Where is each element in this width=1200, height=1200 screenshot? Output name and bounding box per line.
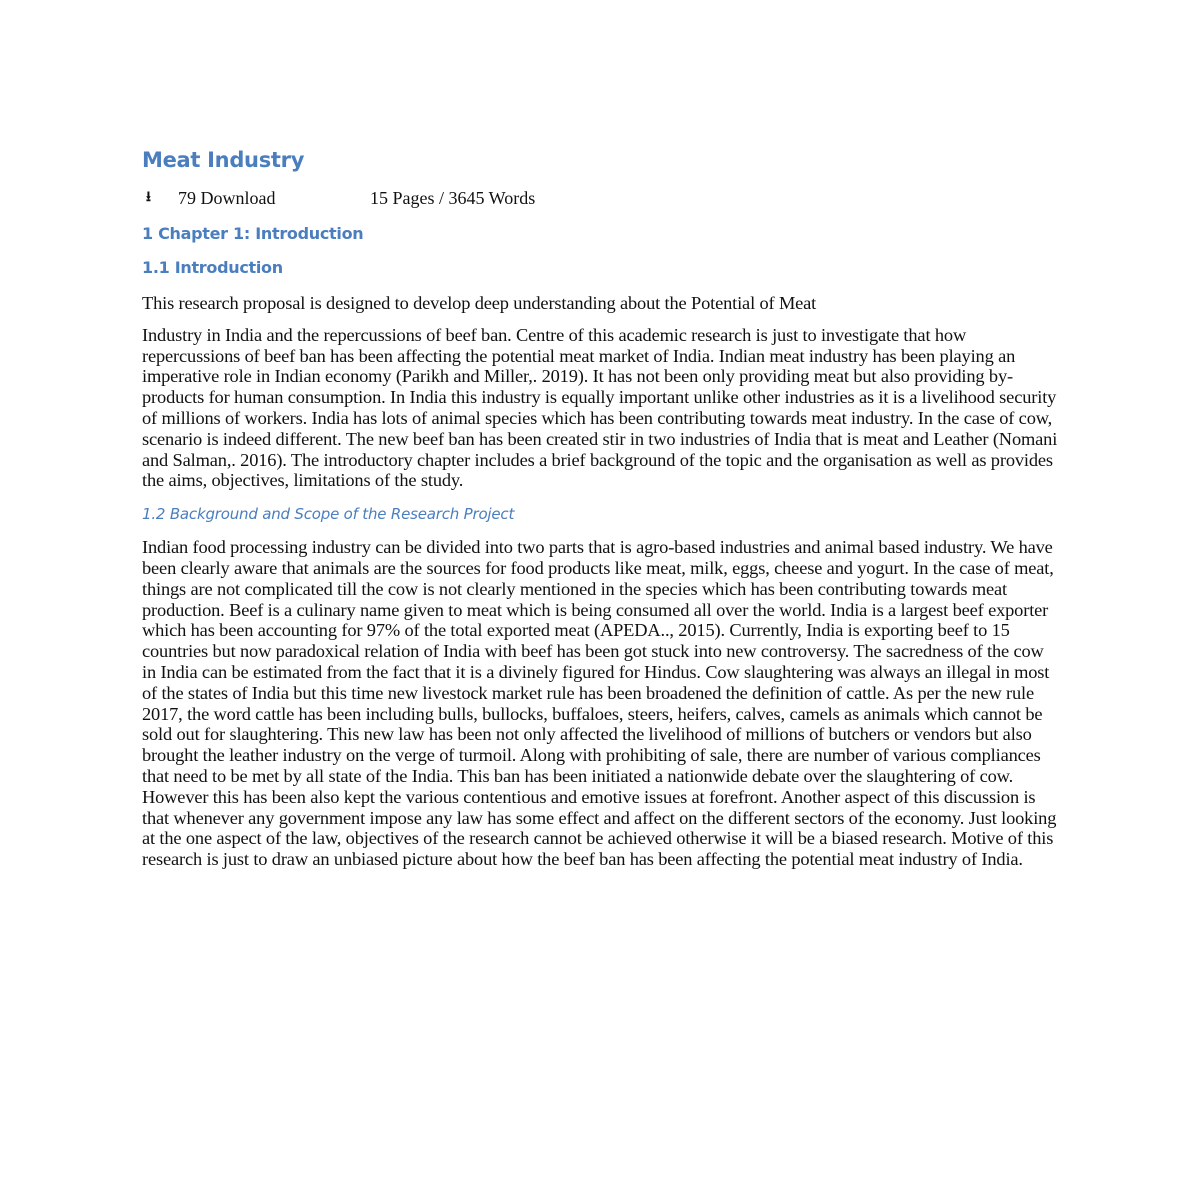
- heading-introduction: 1.1 Introduction: [142, 258, 283, 277]
- document-meta: [142, 186, 1062, 210]
- paragraph-introduction: Industry in India and the repercussions of beef ban. Centre of this academic research is just to investigate that how repercussions of beef ban has been affecting the potential meat market of India. Indian meat industry has been playing an imperative role in Indian economy (Parikh and Miller,. 2019). It has not been only providing meat but also providing by-products for human consumption. In India this industry is equally important unlike other industries as it is a livelihood security of millions of workers. India has lots of animal species which has been contributing towards meat industry. In the case of cow, scenario is indeed different. The new beef ban has been created stir in two industries of India that is meat and Leather (Nomani and Salman,. 2016). The introductory chapter includes a brief background of the topic and the organisation as well as provides the aims, objectives, limitations of the study.: [142, 324, 1058, 491]
- heading-background-scope: 1.2 Background and Scope of the Research Project: [142, 505, 515, 524]
- download-count: 79 Download: [178, 187, 276, 208]
- document-title: Meat Industry: [142, 148, 305, 172]
- document-page: [142, 140, 1062, 870]
- paragraph-background: Indian food processing industry can be divided into two parts that is agro-based industries and animal based industry. We have been clearly aware that animals are the sources for food products like meat, milk, eggs, cheese and yogurt. In the case of meat, things are not complicated till the cow is not clearly mentioned in the species which has been contributing towards meat production. Beef is a culinary name given to meat which is being consumed all over the world. India is a largest beef exporter which has been accounting for 97% of the total exported meat (APEDA.., 2015). Currently, India is exporting beef to 15 countries but now paradoxical relation of India with beef has been got stuck into new controversy. The sacredness of the cow in India can be estimated from the fact that it is a divinely figured for Hindus. Cow slaughtering was always an illegal in most of the states of India but this time new livestock market rule has been broadened the definition of cattle. As per the new rule 2017, the word cattle has been including bulls, bullocks, buffaloes, steers, heifers, calves, camels as animals which cannot be sold out for slaughtering. This new law has been not only affected the livelihood of millions of butchers or vendors but also brought the leather industry on the verge of turmoil. Along with prohibiting of sale, there are number of various compliances that need to be met by all state of the India. This ban has been initiated a nationwide debate over the slaughtering of cow. However this has been also kept the various contentious and emotive issues at forefront. Another aspect of this discussion is that whenever any government impose any law has some effect and affect on the different sectors of the economy. Just looking at the one aspect of the law, objectives of the research cannot be achieved otherwise it will be a biased research. Motive of this research is just to draw an unbiased picture about how the beef ban has been affecting the potential meat industry of India.: [142, 537, 1057, 870]
- paragraph-lead: This research proposal is designed to develop deep understanding about the Potential of Meat: [142, 293, 817, 313]
- download-icon[interactable]: ⭳: [146, 190, 151, 205]
- heading-chapter-1: 1 Chapter 1: Introduction: [142, 224, 364, 243]
- pages-words-count: 15 Pages / 3645 Words: [370, 187, 536, 208]
